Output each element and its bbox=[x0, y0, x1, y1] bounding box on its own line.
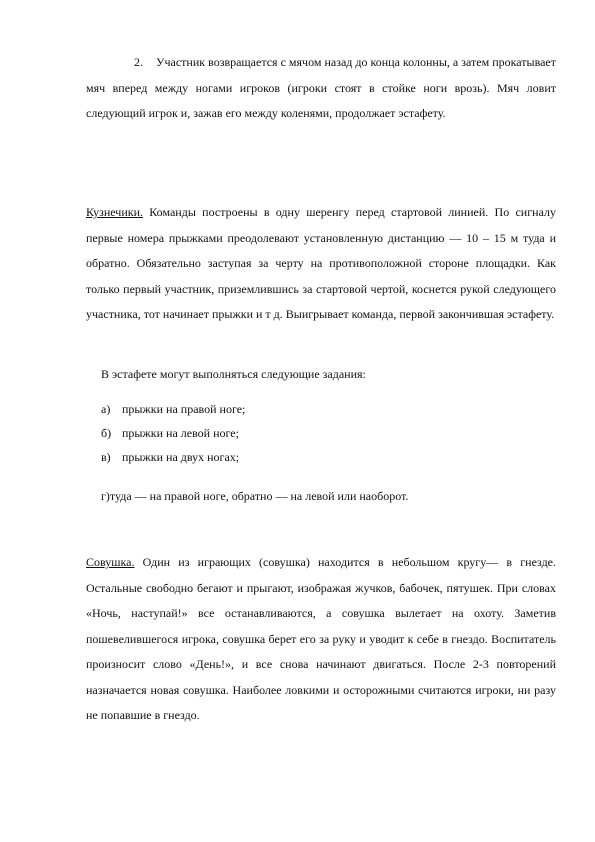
sovushka-text: Один из играющих (совушка) находится в небольшом кругу— в гнезде. Остальные свободно бегают и прыгают, изображая жучков, бабочек, пятушек. При словах «Ночь, наступай!» все останавливаются, а совушка вылетает на охоту. Заметив пошевелившегося игрока, совушка берет его за руку и уводит к себе в гнездо. Воспитатель произносит слово «День!», и все снова начинают двигаться. После 2-3 повторений назначается новая совушка. Наиболее ловкими и осторожными считаются игроки, ни разу не попавшие в гнездо. bbox=[86, 555, 556, 722]
sovushka-title: Совушка. bbox=[86, 555, 135, 569]
tasks-intro: В эстафете могут выполняться следующие задания: bbox=[101, 367, 366, 381]
step-text: Участник возвращается с мячом назад до конца колонны, а затем прокатывает мяч вперед между ногами игроков (игроки стоят в стойке ноги врозь). Мяч ловит следующий игрок и, зажав его между коленями, продолжает эстафету. bbox=[86, 55, 556, 120]
last-task: г)туда — на правой ноге, обратно — на левой или наоборот. bbox=[101, 489, 409, 503]
kuznechiki-title: Кузнечики. bbox=[86, 205, 143, 219]
list-marker: в) bbox=[101, 450, 111, 464]
task-list bbox=[101, 399, 245, 471]
list-item bbox=[101, 447, 245, 471]
relay-step-paragraph bbox=[86, 50, 556, 127]
list-marker: а) bbox=[101, 402, 111, 416]
list-marker: б) bbox=[101, 426, 112, 440]
list-item-text: прыжки на двух ногах; bbox=[122, 450, 240, 464]
kuznechiki-text: Команды построены в одну шеренгу перед стартовой линией. По сигналу первые номера прыжками преодолевают установленную дистанцию — 10 – 15 м туда и обратно. Обязательно заступая за черту на противоположной стороне площадки. Как только первый участник, приземлившись за стартовой чертой, коснется рукой следующего участника, тот начинает прыжки и т д. Выигрывает команда, первой закончившая эстафету. bbox=[86, 205, 556, 321]
list-item-text: прыжки на правой ноге; bbox=[122, 402, 246, 416]
sovushka-paragraph bbox=[86, 550, 556, 729]
kuznechiki-paragraph bbox=[86, 200, 556, 328]
list-item-text: прыжки на левой ноге; bbox=[122, 426, 239, 440]
step-number: 2. bbox=[134, 55, 143, 69]
list-item bbox=[101, 399, 245, 423]
list-item bbox=[101, 423, 245, 447]
